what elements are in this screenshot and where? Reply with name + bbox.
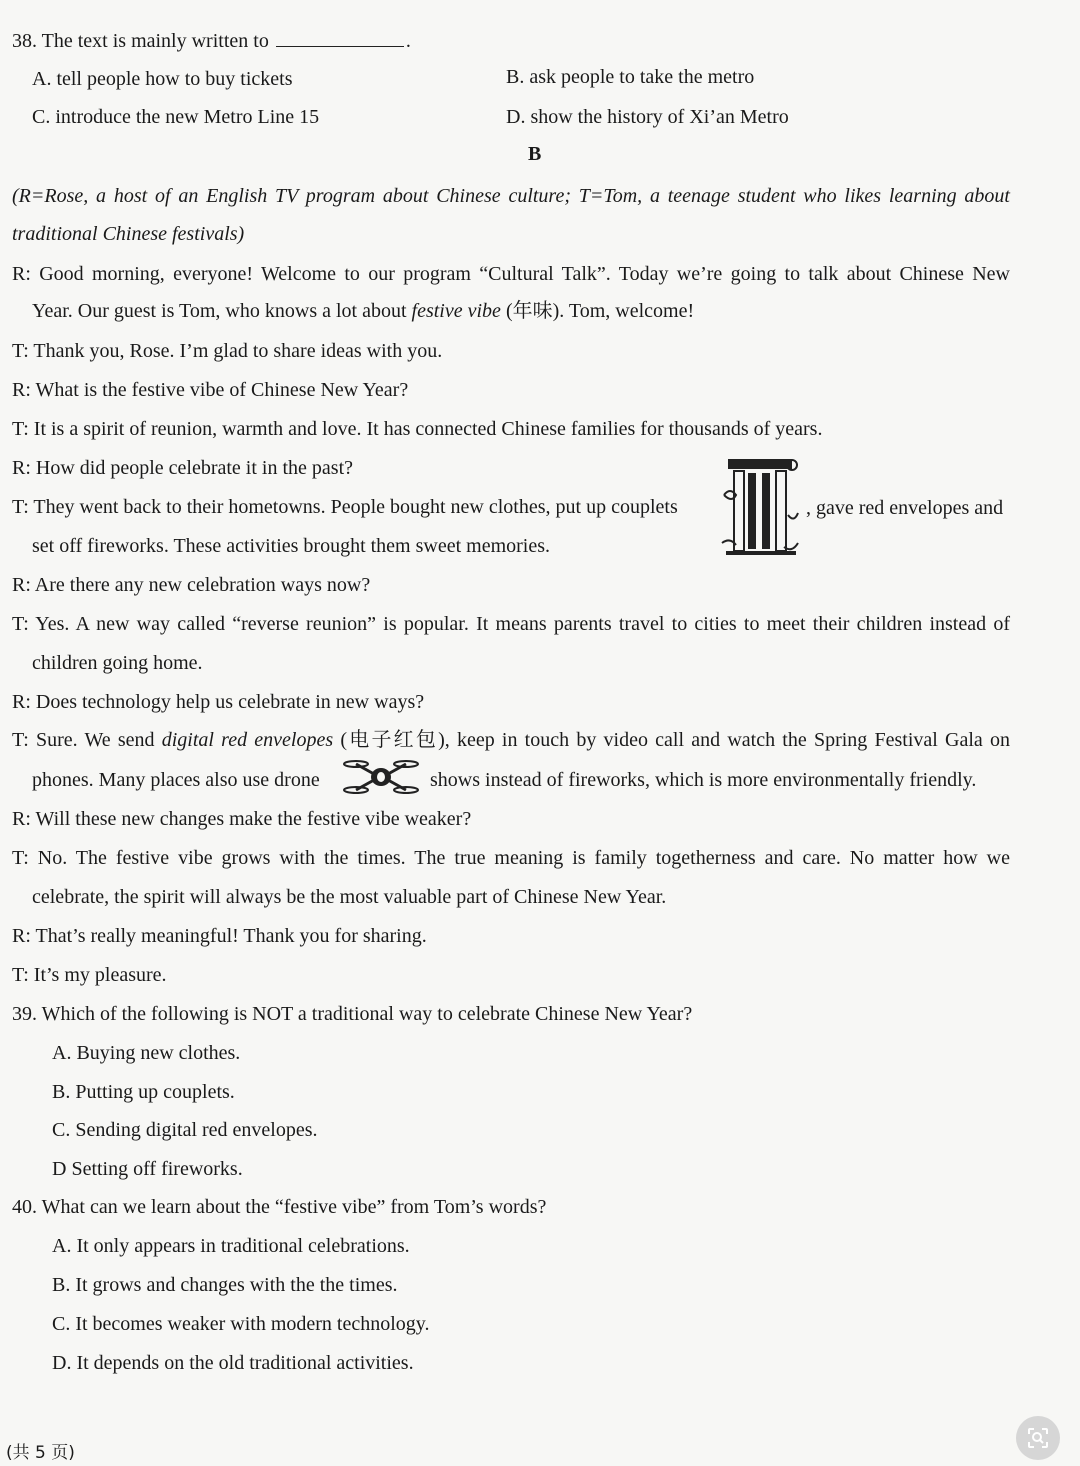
dialogue-line-cont: shows instead of fireworks, which is more environmentally friendly. xyxy=(430,769,977,791)
drone-icon xyxy=(342,756,420,798)
dialogue-line: celebrate, the spirit will always be the most valuable part of Chinese New Year. xyxy=(32,886,667,908)
q39-option-d: D Setting off fireworks. xyxy=(52,1158,243,1180)
section-title: B xyxy=(528,143,542,165)
dialogue-text: (电子红包), keep in touch by video call and watch the Spring Festival Gala on xyxy=(333,729,1010,751)
dialogue-line: R: Are there any new celebration ways now? xyxy=(12,574,371,596)
dialogue-line xyxy=(32,298,694,324)
dialogue-line: T: Yes. A new way called “reverse reunion” is popular. It means parents travel to cities to meet their children instead of xyxy=(12,613,1010,635)
q39-stem: 39. Which of the following is NOT a traditional way to celebrate Chinese New Year? xyxy=(12,1003,693,1025)
dialogue-line: T: It is a spirit of reunion, warmth and love. It has connected Chinese families for thousands of years. xyxy=(12,418,823,440)
dialogue-line: R: Good morning, everyone! Welcome to our program “Cultural Talk”. Today we’re going to talk about Chinese New xyxy=(12,263,1010,285)
dialogue-line-cont: , gave red envelopes and xyxy=(806,497,1004,519)
dialogue-line: phones. Many places also use drone xyxy=(32,769,320,791)
q38-option-a: A. tell people how to buy tickets xyxy=(32,68,293,90)
q38-stem: 38. The text is mainly written to xyxy=(12,30,269,52)
term-festive-vibe: festive vibe xyxy=(411,300,501,322)
lens-search-icon xyxy=(1026,1426,1050,1450)
dialogue-line: T: No. The festive vibe grows with the times. The true meaning is family togetherness and care. No matter how we xyxy=(12,847,1010,869)
q39-option-c: C. Sending digital red envelopes. xyxy=(52,1119,318,1141)
q38-option-d: D. show the history of Xi’an Metro xyxy=(506,106,789,128)
q40-option-d: D. It depends on the old traditional activities. xyxy=(52,1352,414,1374)
dialogue-line: set off fireworks. These activities brought them sweet memories. xyxy=(32,535,551,557)
dialogue-line: R: Does technology help us celebrate in new ways? xyxy=(12,691,425,713)
dialogue-line: R: Will these new changes make the festive vibe weaker? xyxy=(12,808,472,830)
dialogue-line: T: Thank you, Rose. I’m glad to share ideas with you. xyxy=(12,340,443,362)
dialogue-text: (年味). Tom, welcome! xyxy=(500,300,695,322)
dialogue-line: R: How did people celebrate it in the past? xyxy=(12,457,354,479)
q39-option-b: B. Putting up couplets. xyxy=(52,1081,235,1103)
term-digital-red-envelopes: digital red envelopes xyxy=(161,729,334,751)
q40-option-a: A. It only appears in traditional celebrations. xyxy=(52,1235,410,1257)
q38-option-c: C. introduce the new Metro Line 15 xyxy=(32,106,320,128)
page-footer: (共 5 页) xyxy=(6,1443,75,1463)
lens-search-button[interactable] xyxy=(1016,1416,1060,1460)
dialogue-line: T: They went back to their hometowns. People bought new clothes, put up couplets xyxy=(12,496,678,518)
couplets-icon xyxy=(718,455,802,559)
dialogue-line: T: It’s my pleasure. xyxy=(12,964,167,986)
intro-line-1: (R=Rose, a host of an English TV program about Chinese culture; T=Tom, a teenage student who likes learning about xyxy=(12,185,1010,207)
dialogue-text: Year. Our guest is Tom, who knows a lot about xyxy=(32,300,412,322)
dialogue-text: T: Sure. We send xyxy=(12,729,162,751)
dialogue-line: R: What is the festive vibe of Chinese New Year? xyxy=(12,379,409,401)
q38-stem-end: . xyxy=(405,30,411,52)
dialogue-line: children going home. xyxy=(32,652,203,674)
q38-option-b: B. ask people to take the metro xyxy=(506,66,755,88)
intro-line-2: traditional Chinese festivals) xyxy=(12,223,245,245)
dialogue-line: R: That’s really meaningful! Thank you for sharing. xyxy=(12,925,427,947)
q40-stem: 40. What can we learn about the “festive vibe” from Tom’s words? xyxy=(12,1196,547,1218)
q38-stem-line xyxy=(12,28,411,54)
answer-blank xyxy=(276,28,404,47)
q40-option-b: B. It grows and changes with the the times. xyxy=(52,1274,398,1296)
dialogue-line xyxy=(12,727,1010,753)
q40-option-c: C. It becomes weaker with modern technology. xyxy=(52,1313,430,1335)
q39-option-a: A. Buying new clothes. xyxy=(52,1042,241,1064)
